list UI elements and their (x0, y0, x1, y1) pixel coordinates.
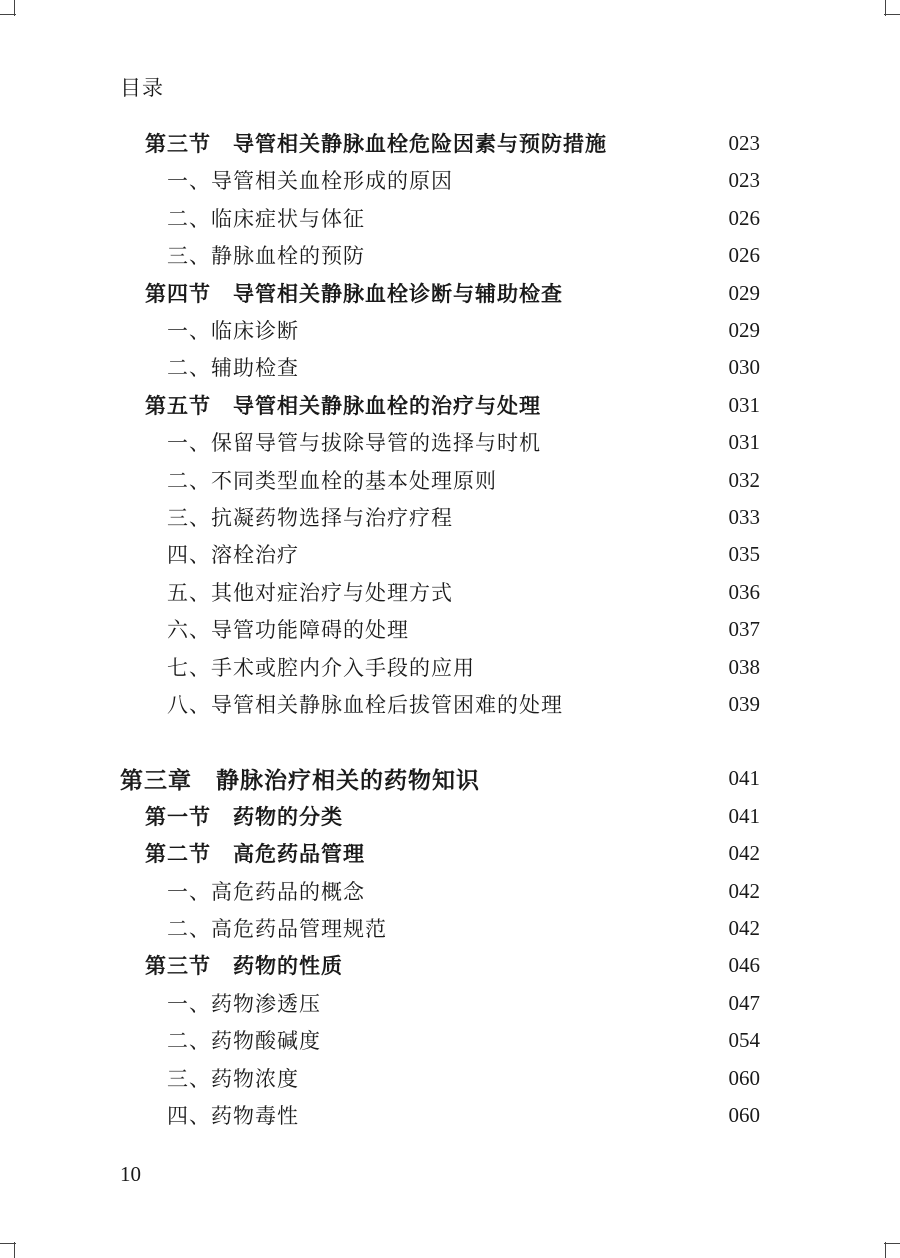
toc-page-number: 031 (728, 392, 760, 417)
toc-title: 第三节 导管相关静脉血栓危险因素与预防措施 (145, 132, 607, 156)
toc-title: 六、导管功能障碍的处理 (167, 618, 409, 643)
toc-page-number: 060 (728, 1103, 760, 1127)
toc-row-section[interactable] (145, 125, 760, 161)
crop-mark-bottom-right-v (885, 1242, 886, 1258)
crop-mark-bottom-right-h (884, 1243, 900, 1244)
toc-page-number: 042 (728, 841, 760, 866)
toc-row-item[interactable] (167, 1060, 760, 1096)
toc-title: 第一节 药物的分类 (145, 804, 343, 829)
toc-row-item[interactable] (167, 200, 760, 236)
toc-page-number: 042 (728, 878, 760, 903)
toc-title: 三、静脉血栓的预防 (167, 244, 365, 269)
toc-row-item[interactable] (167, 1022, 760, 1058)
toc-title: 第二节 高危药品管理 (145, 842, 365, 867)
toc-page-number: 029 (728, 280, 760, 305)
toc-row-item[interactable] (167, 237, 760, 273)
toc-page-number: 060 (728, 1065, 760, 1090)
toc-row-chapter[interactable] (120, 760, 760, 796)
toc-row-item[interactable] (167, 536, 760, 572)
toc-title: 四、药物毒性 (167, 1104, 299, 1128)
toc-page-number: 039 (728, 692, 760, 716)
toc-title: 二、药物酸碱度 (167, 1029, 321, 1054)
toc-page-number: 032 (728, 467, 760, 492)
toc-row-section[interactable] (145, 947, 760, 983)
toc-title: 八、导管相关静脉血栓后拔管困难的处理 (167, 693, 563, 717)
toc-title: 第三节 药物的性质 (145, 954, 343, 979)
crop-mark-top-right-v (885, 0, 886, 16)
toc-page-number: 030 (728, 355, 760, 380)
crop-mark-top-right-h (884, 14, 900, 15)
toc-row-section[interactable] (145, 835, 760, 871)
toc-page-number: 026 (728, 243, 760, 268)
toc-row-item[interactable] (167, 349, 760, 385)
toc-title: 二、临床症状与体征 (167, 206, 365, 231)
toc-row-item[interactable] (167, 424, 760, 460)
toc-page-number: 023 (728, 131, 760, 155)
toc-row-item[interactable] (167, 574, 760, 610)
running-head: 目录 (120, 76, 164, 100)
toc-row-item[interactable] (167, 1097, 760, 1133)
toc-row-item[interactable] (167, 686, 760, 722)
toc-page-number: 054 (728, 1028, 760, 1053)
page-number: 10 (120, 1162, 141, 1186)
toc-title: 七、手术或腔内介入手段的应用 (167, 655, 475, 680)
toc-page-number: 023 (728, 168, 760, 193)
toc-title: 五、其他对症治疗与处理方式 (167, 580, 453, 605)
toc-page-number: 037 (728, 617, 760, 642)
toc-page-number: 046 (728, 953, 760, 978)
toc-title: 一、高危药品的概念 (167, 879, 365, 904)
toc-title: 二、高危药品管理规范 (167, 917, 387, 941)
toc-page-number: 029 (728, 318, 760, 342)
toc-row-item[interactable] (167, 910, 760, 946)
toc-title: 三、药物浓度 (167, 1066, 299, 1091)
toc-row-item[interactable] (167, 611, 760, 647)
toc-title: 一、临床诊断 (167, 319, 299, 343)
toc-page-number: 036 (728, 579, 760, 604)
toc-row-item[interactable] (167, 985, 760, 1021)
toc-row-item[interactable] (167, 462, 760, 498)
toc-page-number: 041 (728, 766, 760, 791)
toc-title: 一、药物渗透压 (167, 991, 321, 1016)
toc-page-number: 042 (728, 916, 760, 940)
toc-row-item[interactable] (167, 873, 760, 909)
crop-mark-top-left-v (14, 0, 15, 16)
toc-row-item[interactable] (167, 649, 760, 685)
crop-mark-bottom-left-v (14, 1242, 15, 1258)
toc-title: 二、辅助检查 (167, 356, 299, 381)
toc-title: 四、溶栓治疗 (167, 543, 299, 568)
toc-page-number: 035 (728, 542, 760, 567)
toc-title: 三、抗凝药物选择与治疗疗程 (167, 506, 453, 530)
toc-row-section[interactable] (145, 275, 760, 311)
toc-page-number: 033 (728, 505, 760, 529)
toc-title: 第五节 导管相关静脉血栓的治疗与处理 (145, 393, 541, 418)
toc-page-number: 026 (728, 205, 760, 230)
toc-page-number: 031 (728, 430, 760, 455)
toc-title: 二、不同类型血栓的基本处理原则 (167, 468, 497, 493)
toc-page-number: 047 (728, 990, 760, 1015)
toc-title: 一、保留导管与拔除导管的选择与时机 (167, 431, 541, 456)
toc-page-number: 038 (728, 654, 760, 679)
toc-page-number: 041 (728, 803, 760, 828)
toc-title: 第三章 静脉治疗相关的药物知识 (120, 767, 480, 794)
toc-row-item[interactable] (167, 162, 760, 198)
toc-row-section[interactable] (145, 798, 760, 834)
toc-title: 一、导管相关血栓形成的原因 (167, 169, 453, 194)
toc-row-item[interactable] (167, 499, 760, 535)
toc-row-item[interactable] (167, 312, 760, 348)
toc-row-section[interactable] (145, 387, 760, 423)
toc-title: 第四节 导管相关静脉血栓诊断与辅助检查 (145, 281, 563, 306)
